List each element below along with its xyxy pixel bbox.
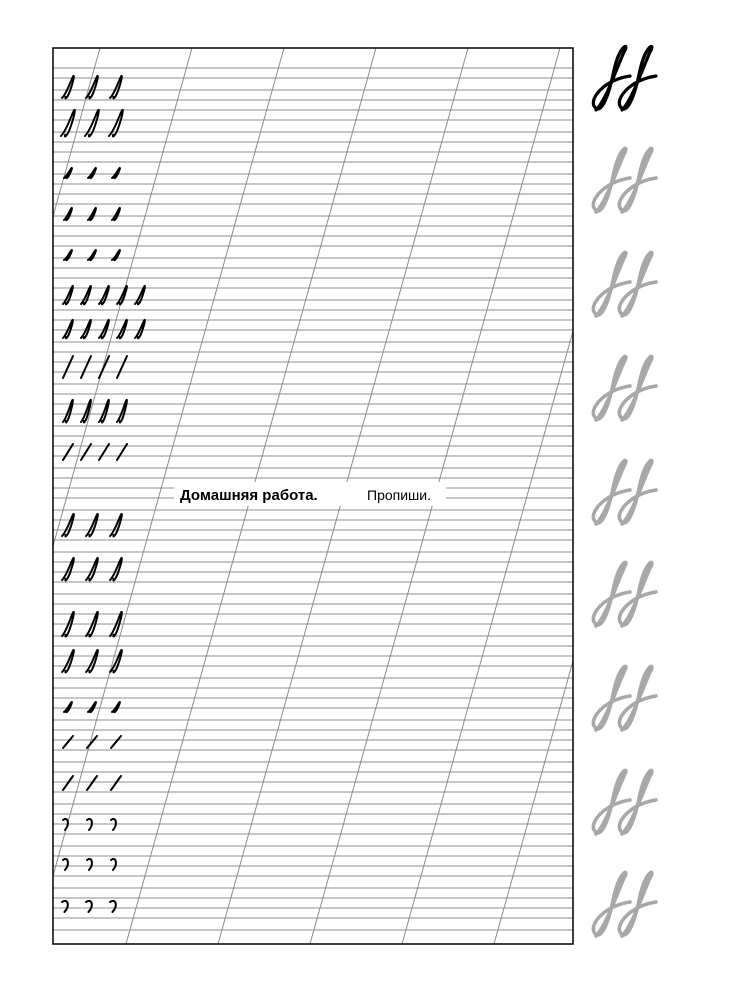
sample-letter-gray [593, 666, 656, 730]
practice-stroke [62, 901, 68, 912]
practice-stroke [110, 76, 122, 99]
practice-stroke [63, 400, 73, 423]
practice-stroke [63, 320, 73, 338]
practice-stroke [63, 356, 73, 378]
practice-stroke [86, 76, 98, 99]
practice-stroke [86, 901, 92, 912]
practice-stroke [81, 356, 91, 378]
practice-stroke [111, 859, 116, 870]
practice-stroke [62, 650, 74, 673]
practice-stroke [88, 250, 96, 260]
practice-stroke [110, 514, 122, 537]
practice-stroke [110, 901, 116, 912]
practice-stroke [110, 650, 122, 673]
practice-stroke [81, 286, 91, 304]
practice-stroke [86, 558, 98, 581]
practice-stroke [87, 859, 92, 870]
sample-letter-gray [593, 460, 656, 524]
practice-stroke [62, 514, 74, 537]
practice-stroke [135, 286, 145, 304]
sample-letter-gray [593, 770, 656, 834]
homework-title: Домашняя работа. [180, 487, 318, 504]
practice-stroke [99, 320, 109, 338]
sample-letter-bold [593, 46, 656, 110]
practice-stroke [86, 650, 98, 673]
practice-stroke [112, 702, 120, 712]
slant-line [0, 48, 100, 944]
sample-letter-gray [593, 872, 656, 936]
homework-caption [174, 482, 446, 506]
practice-stroke [64, 208, 72, 220]
practice-stroke [111, 776, 121, 790]
practice-stroke [88, 702, 96, 712]
practice-stroke [112, 168, 120, 178]
practice-stroke [117, 286, 127, 304]
practice-stroke [112, 250, 120, 260]
practice-stroke [110, 558, 122, 581]
sample-letter-gray [593, 148, 656, 212]
practice-stroke [86, 514, 98, 537]
practice-stroke [112, 208, 120, 220]
sample-letter-gray [593, 562, 656, 626]
practice-stroke [117, 320, 127, 338]
practice-stroke [63, 859, 68, 870]
practice-stroke [99, 400, 109, 423]
practice-elements [61, 76, 145, 912]
practice-stroke [87, 776, 97, 790]
slant-line [678, 48, 741, 944]
practice-stroke [64, 702, 72, 712]
practice-stroke [99, 356, 109, 378]
practice-stroke [62, 558, 74, 581]
practice-stroke [99, 286, 109, 304]
homework-instruction: Пропиши. [367, 487, 431, 503]
practice-stroke [135, 320, 145, 338]
practice-stroke [88, 168, 96, 178]
practice-stroke [63, 736, 73, 748]
practice-stroke [81, 320, 91, 338]
practice-stroke [62, 76, 74, 99]
practice-stroke [117, 400, 127, 423]
practice-stroke [117, 356, 127, 378]
sample-letter-gray [593, 252, 656, 316]
practice-stroke [88, 208, 96, 220]
practice-stroke [81, 400, 91, 423]
practice-stroke [63, 286, 73, 304]
sample-letter-gray [593, 356, 656, 420]
practice-stroke [64, 250, 72, 260]
practice-stroke [63, 776, 73, 790]
practice-stroke [111, 736, 121, 748]
sample-letters-column [593, 46, 656, 936]
